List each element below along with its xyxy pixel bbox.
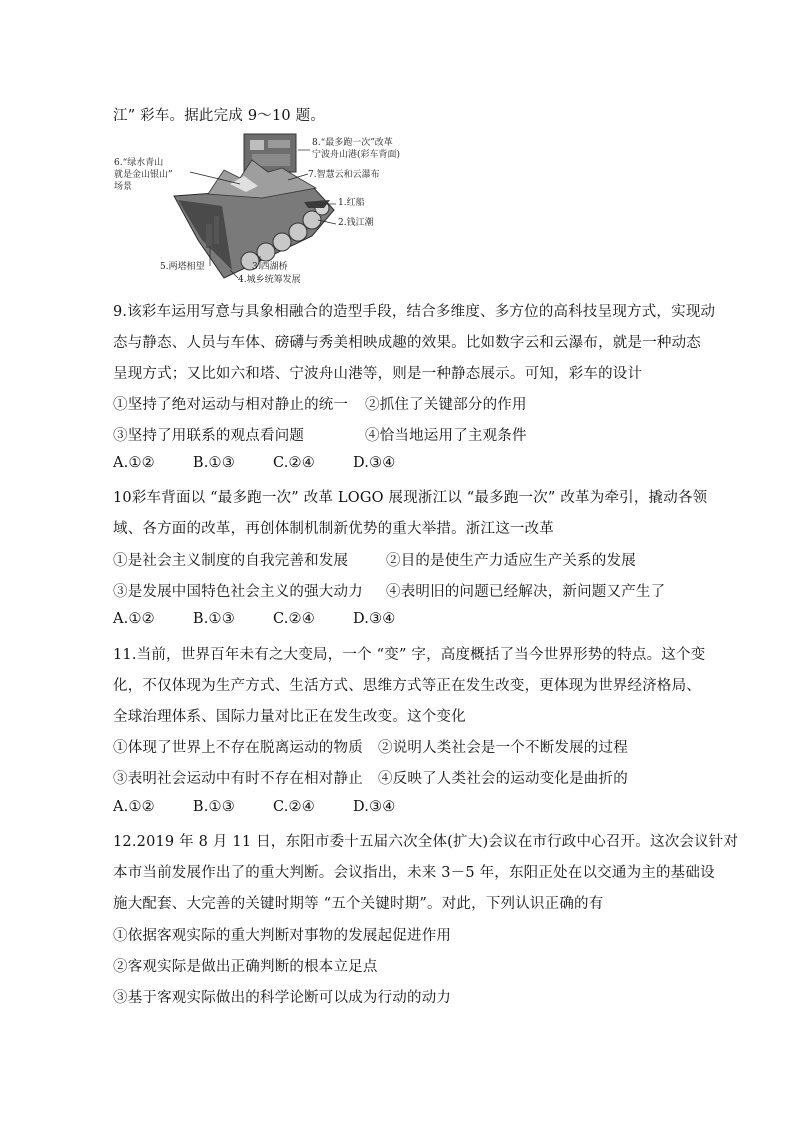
q9-option-d[interactable]: D.③④ (352, 455, 396, 471)
q9-option-a[interactable]: A.①② (113, 455, 155, 471)
q11-option-c[interactable]: C.②④ (272, 799, 315, 815)
figure-label-6a: 6.“绿水青山 (114, 158, 164, 168)
q9-option-c[interactable]: C.②④ (272, 455, 315, 471)
q11-option-b[interactable]: B.①③ (192, 799, 235, 815)
q9-item-4: ④恰当地运用了主观条件 (365, 428, 527, 444)
figure-label-6c: 场景 (114, 182, 133, 192)
figure-label-4: 4.城乡统筹发展 (238, 275, 301, 285)
q10-item-4: ④表明旧的问题已经解决，新问题又产生了 (386, 584, 666, 600)
q11-stem-line-3: 全球治理体系、国际力量对比正在发生改变。这个变化 (113, 709, 466, 725)
figure-label-8b: 宁波舟山港(彩车背面) (312, 150, 401, 160)
q10-options (113, 611, 434, 627)
q10-option-d[interactable]: D.③④ (352, 611, 396, 627)
q10-item-1: ①是社会主义制度的自我完善和发展 (113, 553, 349, 569)
intro-line: 江” 彩车。据此完成 9～10 题。 (113, 108, 326, 124)
q9-option-b[interactable]: B.①③ (192, 455, 235, 471)
q12-stem-line-1: 12.2019 年 8 月 11 日，东阳市委十五届六次全体(扩大)会议在市行政中心召开。这次会议针对 (113, 834, 739, 850)
q9-item-2: ②抓住了关键部分的作用 (365, 397, 527, 413)
q9-item-3: ③坚持了用联系的观点看问题 (113, 428, 305, 444)
q10-option-a[interactable]: A.①② (113, 611, 155, 627)
q10-option-b[interactable]: B.①③ (192, 611, 235, 627)
q11-item-1: ①体现了世界上不存在脱离运动的物质 (113, 740, 363, 756)
q11-options (113, 799, 434, 815)
q11-stem-line-1: 11.当前，世界百年未有之大变局，一个 “变” 字，高度概括了当今世界形势的特点。这个变 (113, 647, 706, 663)
figure-label-1: 1.红船 (338, 198, 365, 208)
q11-item-2: ②说明人类社会是一个不断发展的过程 (378, 740, 628, 756)
figure-label-8a: 8.“最多跑一次”改革 (312, 138, 393, 148)
q10-option-c[interactable]: C.②④ (272, 611, 315, 627)
q11-option-a[interactable]: A.①② (113, 799, 155, 815)
q10-stem-line-2: 域、各方面的改革，再创体制机制新优势的重大举措。浙江这一改革 (113, 521, 554, 537)
figure-label-3: 3.西湖桥 (252, 262, 288, 272)
q12-item-3: ③基于客观实际做出的科学论断可以成为行动的动力 (113, 990, 452, 1006)
q11-item-4: ④反映了人类社会的运动变化是曲折的 (378, 771, 628, 787)
q9-stem-line-2: 态与静态、人员与车体、磅礴与秀美相映成趣的效果。比如数字云和云瀑布，就是一种动态 (113, 335, 701, 351)
q9-stem-line-3: 呈现方式；又比如六和塔、宁波舟山港等，则是一种静态展示。可知，彩车的设计 (113, 366, 643, 382)
q9-item-1: ①坚持了绝对运动与相对静止的统一 (113, 397, 349, 413)
figure-label-2: 2.钱江潮 (338, 218, 374, 228)
q12-item-2: ②客观实际是做出正确判断的根本立足点 (113, 959, 378, 975)
q9-stem-line-1: 9.该彩车运用写意与具象相融合的造型手段，结合多维度、多方位的高科技呈现方式，实现动 (113, 304, 716, 320)
q12-stem-line-3: 施大配套、大完善的关键时期等 “五个关键时期”。对此，下列认识正确的有 (113, 896, 604, 912)
q10-stem-line-1: 10彩车背面以 “最多跑一次” 改革 LOGO 展现浙江以 “最多跑一次” 改革为牵引，撬动各领 (113, 490, 708, 506)
q10-item-3: ③是发展中国特色社会主义的强大动力 (113, 584, 363, 600)
float-figure (112, 128, 412, 288)
q9-options (113, 455, 434, 471)
figure-label-7: 7.智慧云和云瀑布 (308, 170, 380, 180)
q11-item-3: ③表明社会运动中有时不存在相对静止 (113, 771, 363, 787)
q10-item-2: ②目的是使生产力适应生产关系的发展 (386, 553, 636, 569)
q12-stem-line-2: 本市当前发展作出了的重大判断。会议指出，未来 3－5 年，东阳正处在以交通为主的基础设 (113, 865, 715, 881)
q12-item-1: ①依据客观实际的重大判断对事物的发展起促进作用 (113, 928, 452, 944)
q11-option-d[interactable]: D.③④ (352, 799, 396, 815)
figure-label-5: 5.两塔相望 (160, 262, 205, 272)
q11-stem-line-2: 化，不仅体现为生产方式、生活方式、思维方式等正在发生改变，更体现为世界经济格局、 (113, 678, 701, 694)
figure-label-6b: 就是金山银山” (114, 170, 173, 180)
